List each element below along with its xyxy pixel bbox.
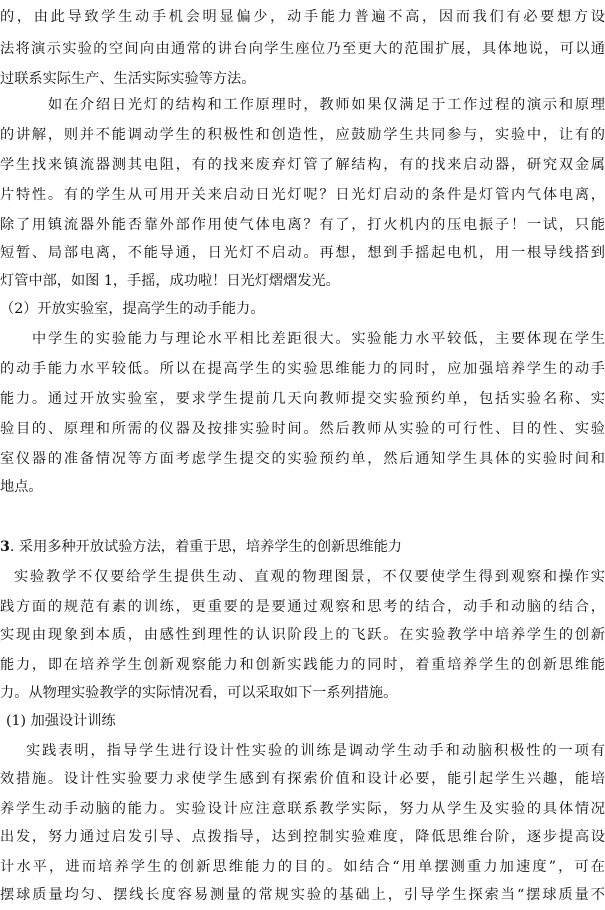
- section-heading-text: . 采用多种开放试验方法，着重于思，培养学生的创新思维能力: [9, 539, 402, 555]
- section-heading: (1) 加强设计训练: [6, 713, 116, 729]
- text-line: 的讲解，则并不能调动学生的积极性和创造性，应鼓励学生共同参与，实验中，让有的: [0, 127, 605, 143]
- text-line: 片特性。有的学生从可用开关来启动日光灯呢？日光灯启动的条件是灯管内气体电离，: [0, 187, 605, 203]
- text-line: 的，由此导致学生动手机会明显偏少，动手能力普遍不高，因而我们有必要想方设: [0, 9, 605, 25]
- text-line: 验目的、原理和所需的仪器及按排实验时间。然后教师从实验的可行性、目的性、实验: [0, 421, 605, 437]
- text-line: 过联系实际生产、生活实际实验等方法。: [0, 71, 256, 87]
- text-line: 实现由现象到本质，由感性到理性的认识阶段上的飞跃。在实验教学中培养学生的创新: [0, 627, 605, 643]
- text-line: 短暂、局部电离，不能导通，日光灯不启动。再想，想到手摇起电机，用一根导线搭到: [0, 245, 605, 261]
- text-line: 效措施。设计性实验要力求使学生感到有探索价值和设计必要，能引起学生兴趣，能培: [0, 771, 605, 787]
- text-line: 法将演示实验的空间向由通常的讲台向学生座位乃至更大的范围扩展，具体地说，可以通: [0, 41, 605, 57]
- text-line: 力。从物理实验教学的实际情况看，可以采取如下一系列措施。: [0, 685, 398, 701]
- text-line: 如在介绍日光灯的结构和工作原理时，教师如果仅满足于工作过程的演示和原理: [48, 97, 605, 113]
- text-line: 地点。: [0, 479, 43, 495]
- text-line: 能力，即在培养学生创新观察能力和创新实践能力的同时，着重培养学生的创新思维能: [0, 657, 605, 673]
- text-line: 室仪器的准备情况等方面考虑学生提交的实验预约单，然后通知学生具体的实验时间和: [0, 451, 605, 467]
- section-heading: [0, 532, 605, 562]
- text-line: 学生找来镇流器测其电阻，有的找来废弃灯管了解结构，有的找来启动器，研究双金属: [0, 157, 605, 173]
- text-line: 养学生动手动脑的能力。实验设计应注意联系教学实际，努力从学生及实验的具体情况: [0, 801, 605, 817]
- text-line: 摆球质量均匀、摆线长度容易测量的常规实验的基础上，引导学生探索当“摆球质量不: [0, 887, 605, 903]
- text-line: 的动手能力水平较低。所以在提高学生的实验思维能力的同时，应加强培养学生的动手: [0, 361, 605, 377]
- text-line: 实践表明，指导学生进行设计性实验的训练是调动学生动手和动脑积极性的一项有: [26, 743, 605, 759]
- text-line: 能力。通过开放实验室，要求学生提前几天向教师提交实验预约单，包括实验名称、实: [0, 391, 605, 407]
- text-line: 除了用镇流器外能否靠外部作用使气体电离？有了，打火机内的压电振子！一试，只能: [0, 217, 605, 233]
- text-line: 践方面的规范有素的训练，更重要的是要通过观察和思考的结合，动手和动脑的结合，: [0, 599, 605, 615]
- section-number: 3: [0, 539, 10, 555]
- text-line: 灯管中部，如图 1，手摇，成功啦！日光灯熠熠发光。: [0, 273, 340, 289]
- text-line: 出发，努力通过启发引导、点拨指导，达到控制实验难度，降低思维台阶，逐步提高设: [0, 829, 605, 845]
- text-line: 中学生的实验能力与理论水平相比差距很大。实验能力水平较低，主要体现在学生: [32, 331, 605, 347]
- text-line: 实验教学不仅要给学生提供生动、直观的物理图景，不仅要使学生得到观察和操作实: [14, 569, 605, 585]
- section-heading: （2）开放实验室，提高学生的动手能力。: [0, 301, 265, 317]
- text-line: 计水平，进而培养学生的创新思维能力的目的。如结合“用单摆测重力加速度”，可在: [0, 859, 605, 875]
